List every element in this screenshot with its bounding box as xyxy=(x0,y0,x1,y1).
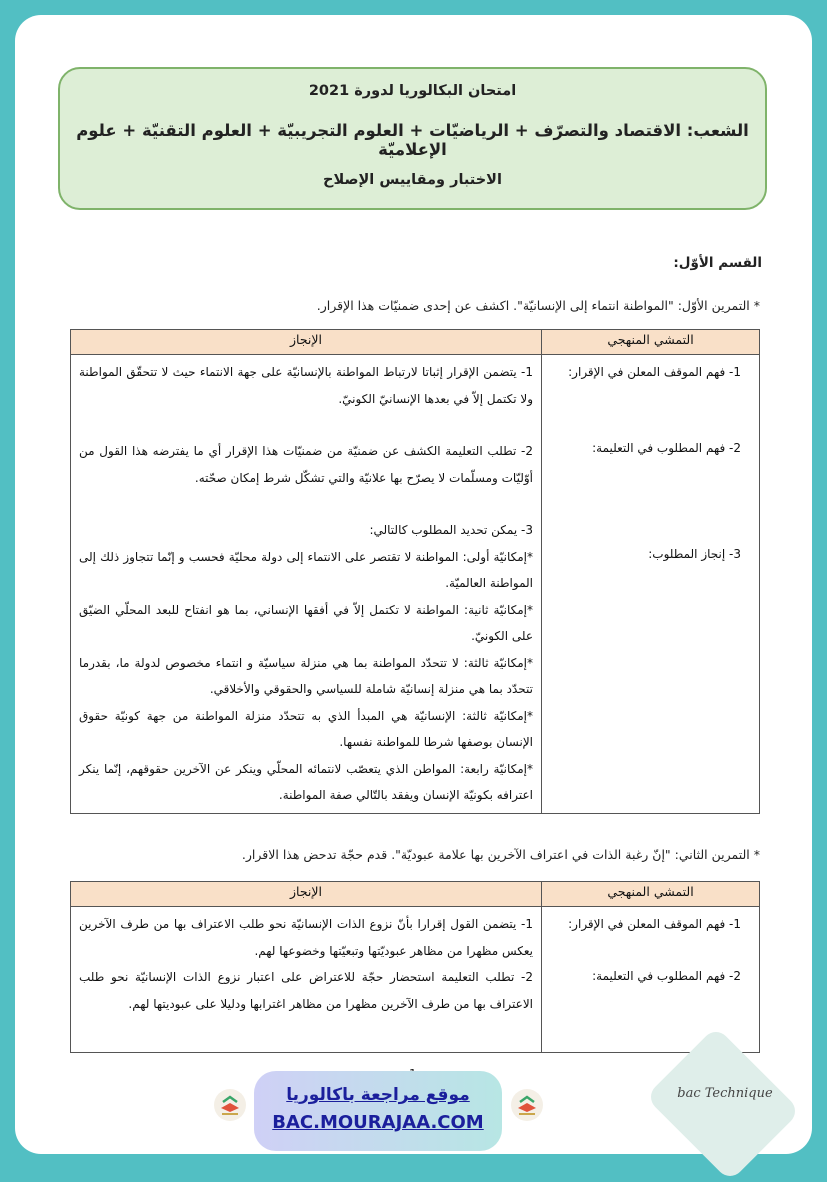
answer-paragraph: 1- يتضمن القول إقرارا بأنّ نزوع الذات الإنسانيّة نحو طلب الاعتراف بها من طرف الآخرين يعكس مظهرا من مظاهر عبوديّتها وتبعيّتها وخضوعها لهم. xyxy=(79,917,533,958)
exercise1-method-header: التمشي المنهجي xyxy=(542,330,760,355)
answer-paragraph: 1- يتضمن الإقرار إثباتا لارتباط المواطنة بالإنسانيّة على جهة الانتماء حيث لا تتحقّق المواطنة ولا تكتمل إلاّ في بعدها الإنسانيّ الكونيّ. xyxy=(79,365,533,406)
banner-arabic-link[interactable]: موقع مراجعة باكالوريا xyxy=(286,1085,470,1105)
answer-paragraph: *إمكانيّة رابعة: المواطن الذي يتعصّب لانتمائه المحلّي وينكر عن الآخرين حقوقهم، إنّما ينكر اعترافه بكونيّة الإنسان ويفقد بالتّالي صفة المواطنة. xyxy=(79,761,533,802)
page xyxy=(15,15,812,1154)
exercise1-answer-header: الإنجاز xyxy=(71,330,542,355)
answer-paragraph: *إمكانيّة ثانية: المواطنة لا تكتمل إلاّ في أفقها الإنساني، بما هو انفتاح للبعد المحلّي الضيّق على الكونيّ. xyxy=(79,602,533,643)
method-item: 3- إنجاز المطلوب: xyxy=(648,547,741,561)
method-item: 2- فهم المطلوب في التعليمة: xyxy=(592,441,741,455)
answer-paragraph: *إمكانيّة أولى: المواطنة لا تقتصر على الانتماء إلى دولة محليّة فحسب و إنّما تتجاوز ذلك إلى المواطنة العالميّة. xyxy=(79,549,533,590)
answer-paragraph: 2- تطلب التعليمة استحضار حجّة للاعتراض على اعتبار نزوع الذات الإنسانيّة نحو طلب الاعتراف بها من طرف الآخرين مظهرا من مظاهر اغترابها ودليلا على عبوديتها لهم. xyxy=(79,970,533,1011)
site-banner[interactable] xyxy=(254,1071,502,1151)
answer-paragraph: *إمكانيّة ثالثة: لا تتحدّد المواطنة بما هي منزلة سياسيّة و انتماء مخصوص لدولة ما، بقدرما تتحدّد بما هي منزلة إنسانيّة شاملة للسياسي والحقوقي والأخلاقي. xyxy=(79,655,533,696)
method-item: 2- فهم المطلوب في التعليمة: xyxy=(592,969,741,983)
method-item: 1- فهم الموقف المعلن في الإقرار: xyxy=(568,917,741,931)
exercise2-table xyxy=(70,881,760,1053)
answer-paragraph: 3- يمكن تحديد المطلوب كالتالي: xyxy=(369,523,533,537)
exercise2-title: * التمرين الثاني: "إنّ رغبة الذات في اعتراف الآخرين بها علامة عبوديّة". قدم حجّة تدحض هذا الاقرار. xyxy=(241,847,760,862)
exercise2-method-cell xyxy=(542,907,760,1053)
exam-header xyxy=(58,67,767,210)
exercise1-method-cell xyxy=(542,355,760,814)
exam-branches: الشعب: الاقتصاد والتصرّف + الرياضيّات + العلوم التجريبيّة + العلوم التقنيّة + علوم الإعلاميّة xyxy=(76,121,749,159)
site-logo-icon xyxy=(213,1088,247,1122)
exercise1-table xyxy=(70,329,760,814)
exam-subtitle: الاختبار ومقاييس الإصلاح xyxy=(323,172,502,188)
banner-url-link[interactable]: BAC.MOURAJAA.COM xyxy=(272,1112,484,1133)
tech-badge-label: bac Technique xyxy=(677,1086,773,1101)
exercise2-method-header: التمشي المنهجي xyxy=(542,882,760,907)
exercise1-title: * التمرين الأوّل: "المواطنة انتماء إلى الإنسانيّة". اكشف عن إحدى ضمنيّات هذا الإقرار. xyxy=(316,298,760,313)
exercise2-answer-header: الإنجاز xyxy=(71,882,542,907)
answer-paragraph: *إمكانيّة ثالثة: الإنسانيّة هي المبدأ الذي به تتحدّد منزلة المواطنة من جهة كونيّة حقوق الإنسان بوصفها شرطا للمواطنة نفسها. xyxy=(79,708,533,749)
method-item: 1- فهم الموقف المعلن في الإقرار: xyxy=(568,365,741,379)
site-logo-icon xyxy=(510,1088,544,1122)
exercise1-answer-cell xyxy=(71,355,542,814)
exercise2-answer-cell xyxy=(71,907,542,1053)
exam-title: امتحان البكالوريا لدورة 2021 xyxy=(308,83,517,99)
answer-paragraph: 2- تطلب التعليمة الكشف عن ضمنيّة من ضمنيّات هذا الإقرار أي ما يفترضه هذا القول من أوّليّات ومسلّمات لا يصرّح بها علانيّة والتي تشكّل شرط إمكان صحّته. xyxy=(79,444,533,485)
section-title: القسم الأوّل: xyxy=(673,255,762,271)
